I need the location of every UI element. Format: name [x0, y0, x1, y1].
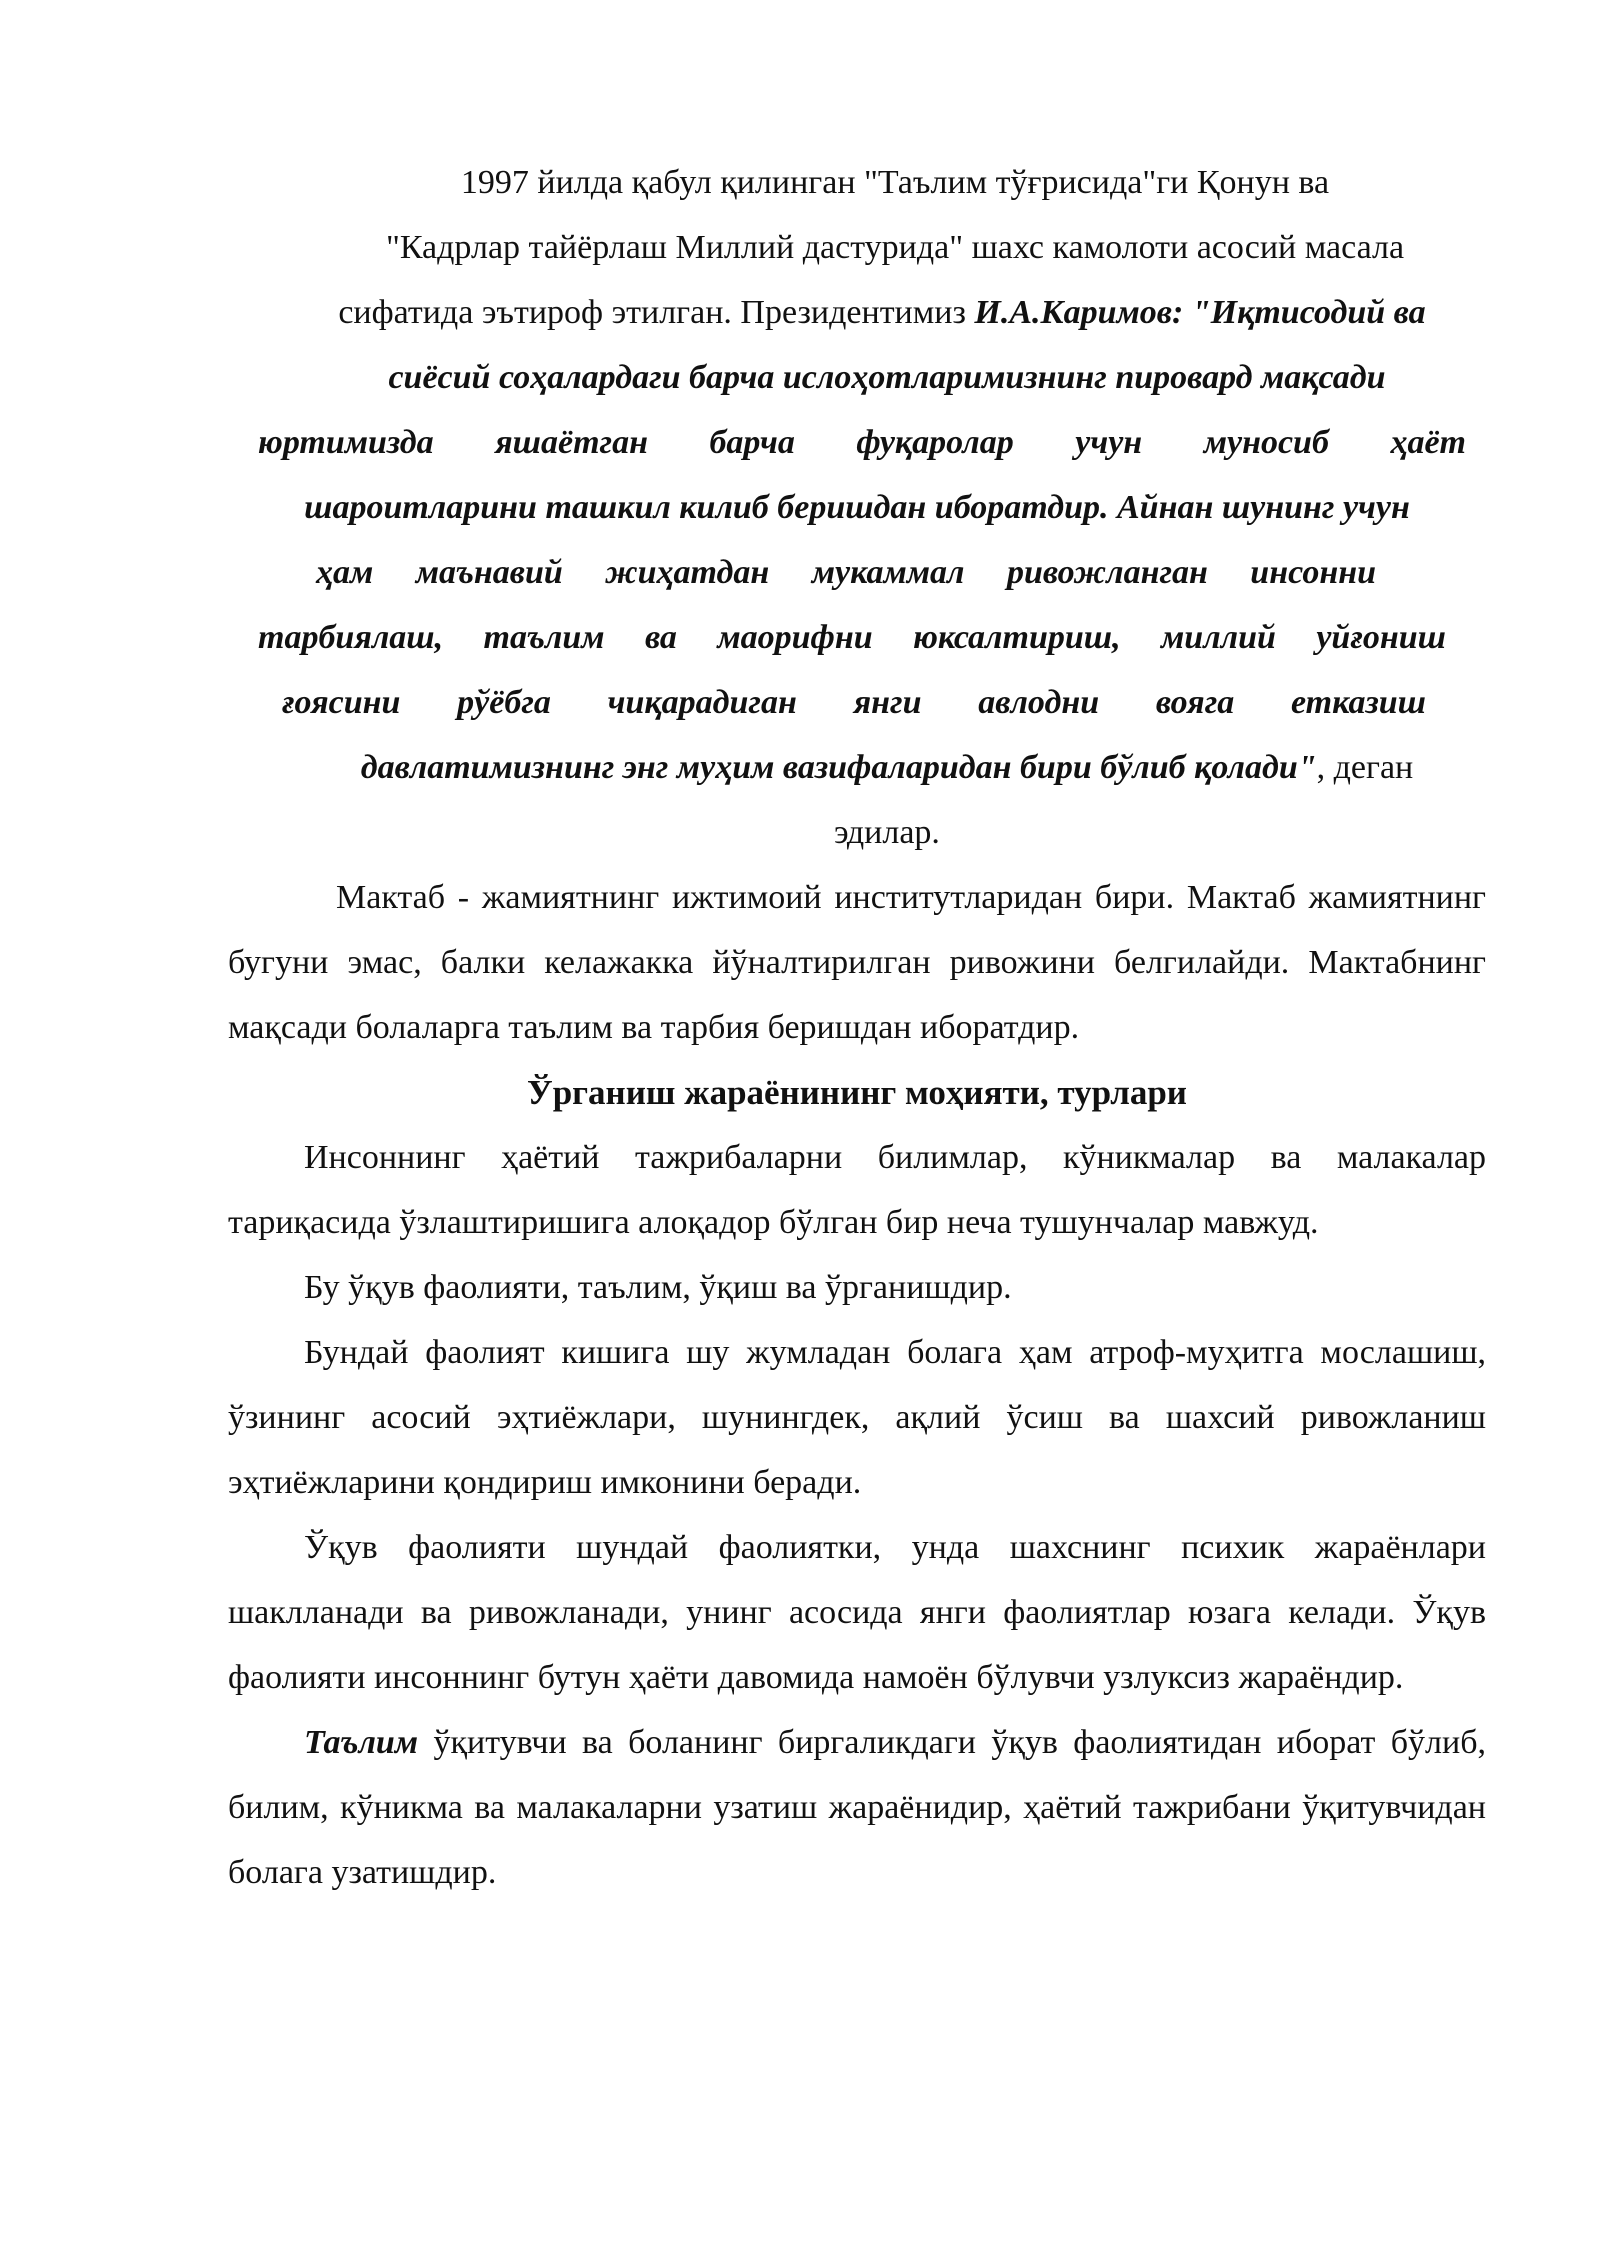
- quote-line: шароитларини ташкил килиб беришдан иборатдир. Айнан шунинг учун: [304, 489, 1410, 526]
- quote-line: тарбиялаш, таълим ва маорифни юксалтириш, миллий уйғониш: [258, 619, 1446, 656]
- quote-end: давлатимизнинг энг муҳим вазифаларидан бири бўлиб қолади": [360, 749, 1317, 786]
- paragraph-activity: Бундай фаолият кишига шу жумладан болага ҳам атроф-муҳитга мослашиш, ўзининг асосий эҳтиёжлари, шунингдек, ақлий ўсиш ва шахсий ривожланиш эҳтиёжларини қондириш имконини беради.: [228, 1334, 1486, 1501]
- quote-line: ҳам маънавий жиҳатдан мукаммал ривожланган инсонни: [316, 554, 1376, 591]
- president-name: И.А.Каримов: "Иқтисодий ва: [974, 294, 1426, 331]
- document-page: [228, 150, 1486, 1905]
- text-run: ўқитувчи ва боланинг биргаликдаги ўқув фаолиятидан иборат бўлиб, билим, кўникма ва малакаларни узатиш жараёнидир, ҳаётий тажрибани ўқитувчидан болага узатишдир.: [228, 1724, 1486, 1891]
- section-heading: Ўрганиш жараёнининг моҳияти, турлари: [527, 1073, 1187, 1112]
- paragraph-school: Мактаб - жамиятнинг ижтимоий институтларидан бири. Мактаб жамиятнинг бугуни эмас, балки келажакка йўналтирилган ривожини белгилайди. Мактабнинг мақсади болаларга таълим ва тарбия беришдан иборатдир.: [228, 879, 1486, 1046]
- quote-line: ғоясини рўёбга чиқарадиган янги авлодни вояга етказиш: [282, 684, 1426, 721]
- text-line: [228, 280, 1486, 345]
- paragraph-education: [228, 1710, 1486, 1905]
- term-education: Таълим: [304, 1724, 419, 1761]
- quote-line: [228, 735, 1486, 800]
- text-line: 1997 йилда қабул қилинган "Таълим тўғрисида"ги Қонун ва: [460, 164, 1330, 201]
- paragraph-learning-activity: Ўқув фаолияти шундай фаолиятки, унда шахснинг психик жараёнлари шаклланади ва ривожланади, унинг асосида янги фаолиятлар юзага келади. Ўқув фаолияти инсоннинг бутун ҳаёти давомида намоён бўлувчи узлуксиз жараёндир.: [228, 1529, 1486, 1696]
- text-line: эдилар.: [834, 814, 940, 851]
- text-run: сифатида эътироф этилган. Президентимиз: [338, 294, 975, 331]
- paragraph-law-quote: [228, 150, 1486, 865]
- paragraph-list: Бу ўқув фаолияти, таълим, ўқиш ва ўрганишдир.: [304, 1269, 1012, 1306]
- text-line: "Кадрлар тайёрлаш Миллий дастурида" шахс камолоти асосий масала: [385, 229, 1405, 266]
- text-run: , деган: [1316, 749, 1414, 786]
- paragraph-concepts: Инсоннинг ҳаётий тажрибаларни билимлар, кўникмалар ва малакалар тариқасида ўзлаштиришига алоқадор бўлган бир неча тушунчалар мавжуд.: [228, 1139, 1486, 1241]
- quote-line: сиёсий соҳалардаги барча ислоҳотларимизнинг пировард мақсади: [388, 359, 1386, 396]
- quote-line: юртимизда яшаётган барча фуқаролар учун муносиб ҳаёт: [258, 424, 1466, 461]
